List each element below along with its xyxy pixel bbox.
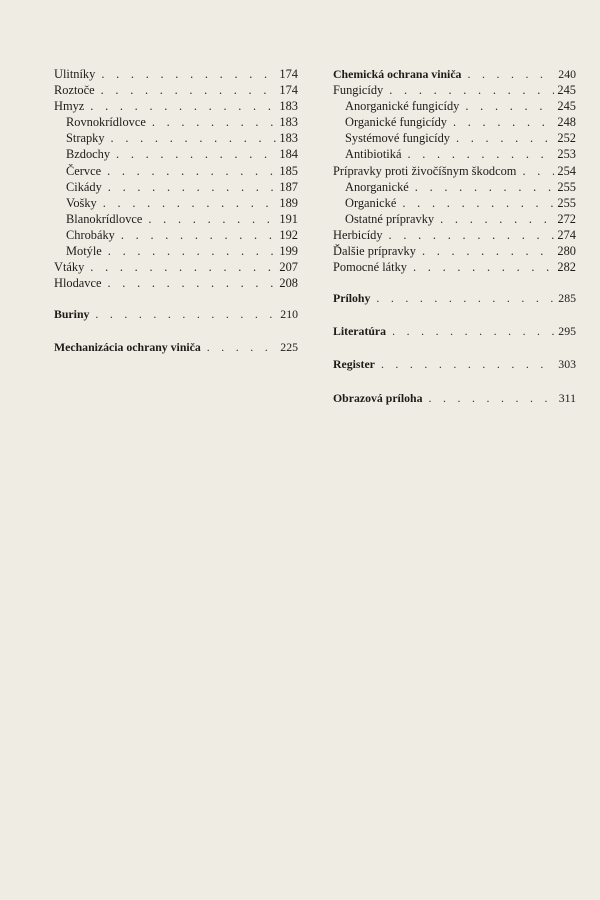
toc-entry-page: 240 <box>558 67 576 81</box>
toc-entry-label: Cikády <box>66 179 102 194</box>
toc-subentry <box>54 114 298 130</box>
leader-dots <box>84 98 276 114</box>
toc-entry-page: 252 <box>557 131 576 146</box>
leader-dots <box>450 130 554 146</box>
toc-entry <box>333 82 576 98</box>
toc-entry-page: 185 <box>279 163 298 178</box>
leader-dots <box>447 114 554 130</box>
leader-dots <box>516 163 554 179</box>
toc-entry-page: 225 <box>280 340 298 355</box>
toc-entry <box>333 163 576 179</box>
toc-entry <box>333 259 576 275</box>
toc-entry-label: Obrazová príloha <box>333 390 423 405</box>
toc-chapter <box>333 390 576 406</box>
toc-subentry <box>54 130 298 146</box>
toc-subentry <box>54 195 298 211</box>
toc-entry-label: Organické <box>345 195 397 210</box>
toc-entry-label: Ostatné prípravky <box>345 211 435 226</box>
toc-entry-label: Prílohy <box>333 291 371 306</box>
toc-entry <box>54 98 298 114</box>
toc-entry-page: 255 <box>557 179 576 194</box>
toc-column-left <box>54 66 298 356</box>
toc-entry-page: 280 <box>557 244 576 259</box>
leader-dots <box>102 179 276 195</box>
toc-entry-page: 245 <box>557 99 576 114</box>
toc-entry-label: Prípravky proti živočíšnym škodcom <box>333 163 517 178</box>
toc-subentry <box>333 114 576 130</box>
leader-dots <box>375 356 554 372</box>
toc-entry-label: Buriny <box>54 307 90 322</box>
toc-subentry <box>54 179 298 195</box>
toc-entry-label: Chemická ochrana viniča <box>333 67 462 81</box>
toc-entry-label: Hlodavce <box>54 276 102 291</box>
toc-entry-label: Hmyz <box>54 99 85 114</box>
toc-entry-label: Ďalšie prípravky <box>333 244 416 259</box>
toc-subentry <box>333 179 576 195</box>
toc-entry-label: Herbicídy <box>333 227 383 242</box>
toc-entry-page: 189 <box>279 195 298 210</box>
toc-chapter <box>333 66 576 82</box>
toc-subentry <box>54 211 298 227</box>
toc-entry-page: 210 <box>280 307 298 322</box>
toc-entry <box>333 227 576 243</box>
toc-entry-label: Rovnokrídlovce <box>66 115 146 130</box>
toc-subentry <box>333 98 576 114</box>
toc-entry-label: Pomocné látky <box>333 260 407 275</box>
toc-entry-label: Antibiotiká <box>345 147 402 162</box>
leader-dots <box>416 243 554 259</box>
leader-dots <box>386 323 554 339</box>
toc-subentry <box>333 211 576 227</box>
toc-entry-page: 253 <box>557 147 576 162</box>
toc-entry <box>54 66 298 82</box>
toc-chapter <box>333 290 576 306</box>
toc-entry <box>54 275 298 291</box>
toc-entry-page: 285 <box>558 291 576 306</box>
leader-dots <box>97 195 276 211</box>
toc-entry-page: 199 <box>279 244 298 259</box>
leader-dots <box>115 227 276 243</box>
toc-entry-label: Systémové fungicídy <box>345 131 450 146</box>
toc-entry-label: Vošky <box>66 195 97 210</box>
toc-entry-label: Fungicídy <box>333 83 384 98</box>
leader-dots <box>383 227 554 243</box>
toc-subentry <box>54 243 298 259</box>
toc-entry-page: 207 <box>279 260 298 275</box>
toc-entry-page: 183 <box>279 131 298 146</box>
leader-dots <box>409 179 554 195</box>
toc-entry-page: 208 <box>279 276 298 291</box>
toc-subentry <box>54 146 298 162</box>
toc-entry-label: Literatúra <box>333 324 387 339</box>
toc-subentry <box>54 227 298 243</box>
toc-entry-page: 282 <box>557 260 576 275</box>
toc-entry-label: Strapky <box>66 131 105 146</box>
leader-dots <box>396 195 554 211</box>
toc-entry-page: 274 <box>557 227 576 242</box>
leader-dots <box>422 390 554 406</box>
toc-entry-page: 255 <box>557 195 576 210</box>
leader-dots <box>401 146 554 162</box>
toc-entry-label: Červce <box>66 163 102 178</box>
toc-entry-page: 187 <box>279 179 298 194</box>
toc-entry-label: Vtáky <box>54 260 85 275</box>
toc-column-right <box>333 66 576 406</box>
toc-entry-page: 245 <box>557 83 576 98</box>
toc-entry-label: Mechanizácia ochrany viniča <box>54 340 201 355</box>
toc-entry-label: Register <box>333 357 375 372</box>
toc-entry-label: Anorganické <box>345 179 409 194</box>
toc-entry <box>54 259 298 275</box>
toc-chapter <box>54 339 298 355</box>
toc-entry-page: 183 <box>279 115 298 130</box>
leader-dots <box>459 98 554 114</box>
toc-entry-page: 254 <box>557 163 576 178</box>
toc-entry-page: 311 <box>558 390 576 405</box>
toc-entry <box>333 243 576 259</box>
toc-subentry <box>54 163 298 179</box>
toc-entry-page: 174 <box>279 67 298 81</box>
leader-dots <box>102 243 276 259</box>
toc-chapter <box>54 306 298 322</box>
toc-entry-page: 248 <box>557 115 576 130</box>
toc-chapter <box>333 356 576 372</box>
leader-dots <box>95 82 276 98</box>
toc-entry <box>54 82 298 98</box>
toc-entry-page: 184 <box>279 147 298 162</box>
toc-entry-page: 303 <box>558 357 576 372</box>
toc-subentry <box>333 130 576 146</box>
leader-dots <box>101 275 276 291</box>
toc-entry-page: 192 <box>279 227 298 242</box>
toc-entry-page: 295 <box>558 324 576 339</box>
toc-entry-page: 174 <box>279 83 298 98</box>
toc-entry-page: 183 <box>279 99 298 114</box>
leader-dots <box>383 82 554 98</box>
toc-entry-label: Organické fungicídy <box>345 115 447 130</box>
leader-dots <box>105 130 276 146</box>
toc-subentry <box>333 195 576 211</box>
toc-entry-label: Ulitníky <box>54 67 96 81</box>
toc-entry-label: Anorganické fungicídy <box>345 99 460 114</box>
leader-dots <box>84 259 276 275</box>
toc-entry-page: 191 <box>279 211 298 226</box>
toc-entry-page: 272 <box>557 211 576 226</box>
leader-dots <box>407 259 554 275</box>
toc-chapter <box>333 323 576 339</box>
leader-dots <box>142 211 276 227</box>
toc-entry-label: Bzdochy <box>66 147 111 162</box>
leader-dots <box>101 163 276 179</box>
leader-dots <box>434 211 554 227</box>
toc-entry-label: Chrobáky <box>66 227 115 242</box>
leader-dots <box>89 306 276 322</box>
toc-entry-label: Motýle <box>66 244 102 259</box>
leader-dots <box>95 66 276 82</box>
leader-dots <box>370 290 554 306</box>
leader-dots <box>201 339 276 355</box>
toc-entry-label: Blanokrídlovce <box>66 211 143 226</box>
toc-subentry <box>333 146 576 162</box>
leader-dots <box>461 66 554 82</box>
leader-dots <box>110 146 276 162</box>
leader-dots <box>146 114 276 130</box>
toc-entry-label: Roztoče <box>54 83 95 98</box>
